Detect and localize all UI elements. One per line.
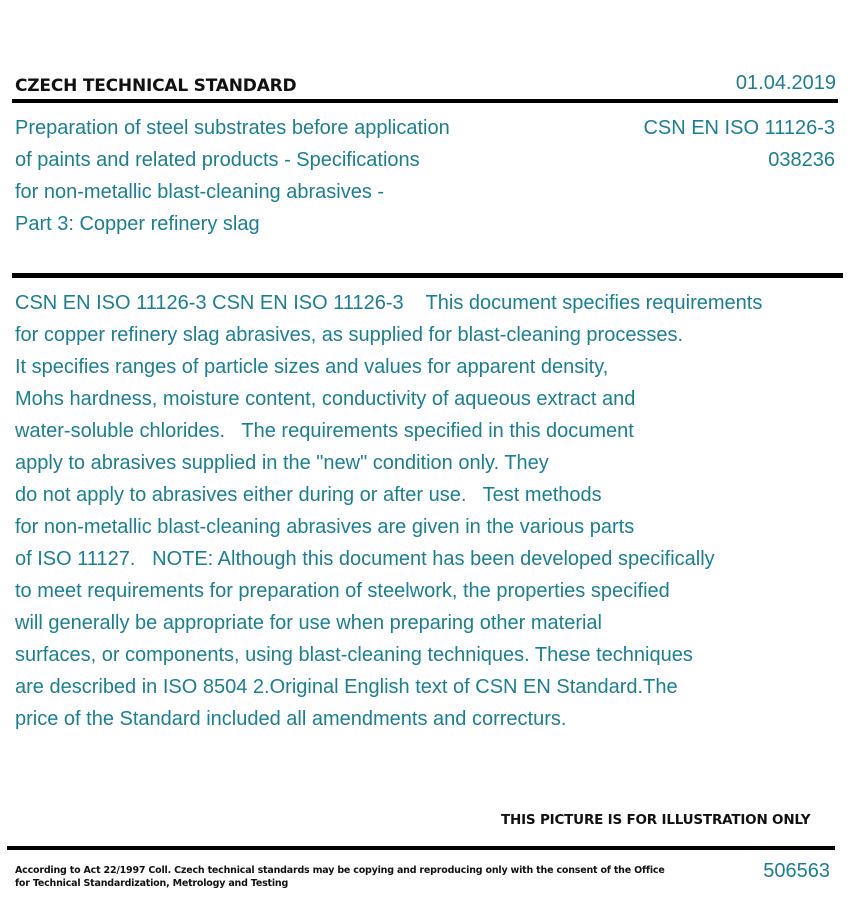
title-rule [12,273,843,278]
catalog-number: 506563 [763,860,830,882]
abstract-line: Mohs hardness, moisture content, conductivity of aqueous extract and [15,388,636,410]
title-line: for non-metallic blast-cleaning abrasives - [15,181,385,203]
abstract-text [15,287,855,735]
title-line: Preparation of steel substrates before application [15,117,450,139]
standard-identifiers [643,112,835,176]
legal-line: According to Act 22/1997 Coll. Czech technical standards may be copying and reproducing only with the consent of the Office [15,865,665,876]
abstract-line: water-soluble chlorides. The requirements specified in this document [15,420,634,442]
abstract-line: do not apply to abrasives either during or after use. Test methods [15,484,602,506]
abstract-line: of ISO 11127. NOTE: Although this document has been developed specifically [15,548,715,570]
abstract-line: price of the Standard included all amendments and correcturs. [15,708,567,730]
legal-line: for Technical Standardization, Metrology and Testing [15,878,289,889]
legal-notice [15,864,665,890]
publication-date: 01.04.2019 [735,72,836,94]
abstract-line: surfaces, or components, using blast-cleaning techniques. These techniques [15,644,693,666]
title-line: Part 3: Copper refinery slag [15,213,260,235]
title-line: of paints and related products - Specifications [15,149,420,171]
illustration-notice: THIS PICTURE IS FOR ILLUSTRATION ONLY [501,812,811,828]
header-rule [12,99,838,103]
abstract-line: for non-metallic blast-cleaning abrasives are given in the various parts [15,516,635,538]
standard-title [15,112,535,240]
abstract-line: for copper refinery slag abrasives, as supplied for blast-cleaning processes. [15,324,684,346]
footer-rule [7,846,835,850]
document-type-label: CZECH TECHNICAL STANDARD [15,76,297,96]
classification-number: 038236 [768,149,835,171]
abstract-line: are described in ISO 8504 2.Original English text of CSN EN Standard.The [15,676,678,698]
abstract-line: It specifies ranges of particle sizes and values for apparent density, [15,356,609,378]
abstract-line: will generally be appropriate for use when preparing other material [15,612,602,634]
abstract-line: CSN EN ISO 11126-3 CSN EN ISO 11126-3 This document specifies requirements [15,292,763,314]
standard-code: CSN EN ISO 11126-3 [643,117,835,139]
abstract-line: apply to abrasives supplied in the "new" condition only. They [15,452,549,474]
abstract-line: to meet requirements for preparation of steelwork, the properties specified [15,580,670,602]
